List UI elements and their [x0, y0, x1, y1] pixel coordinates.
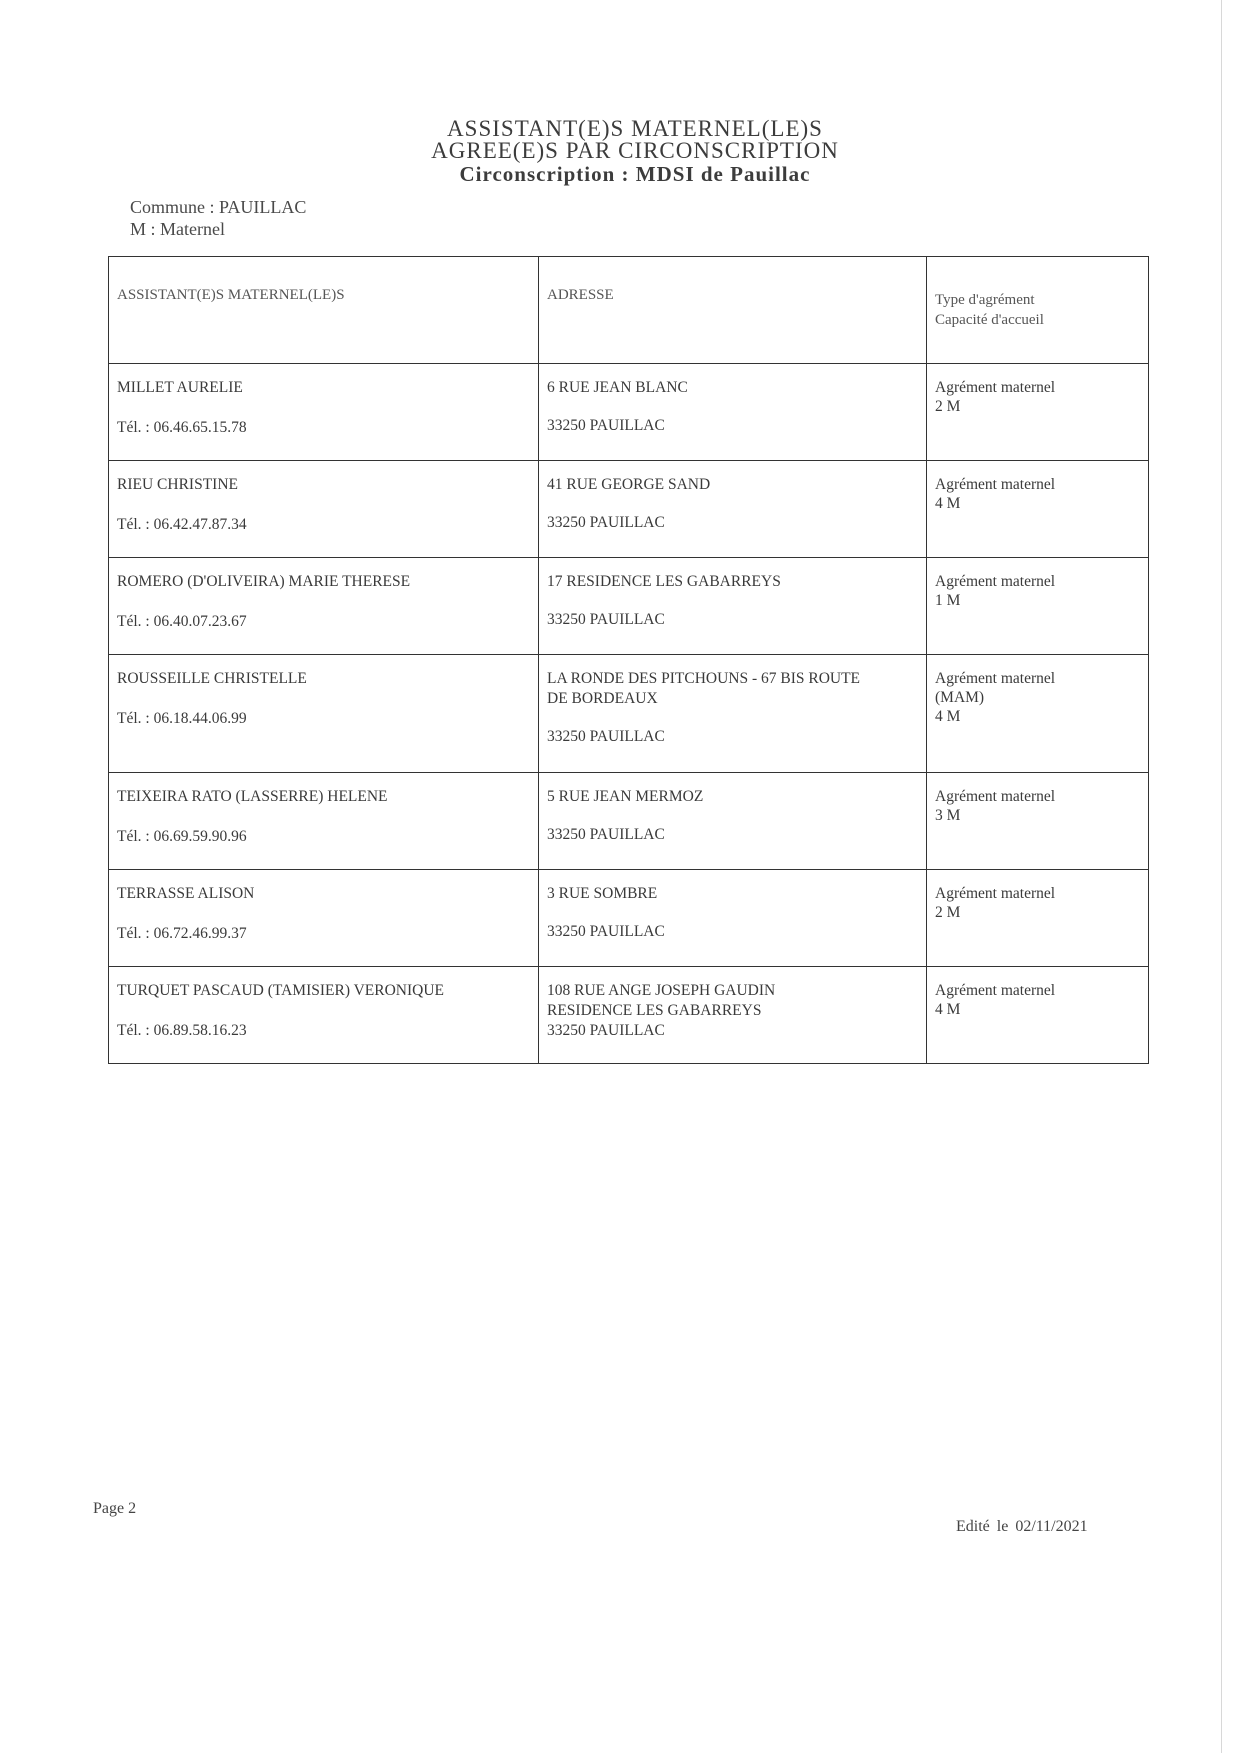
agrement-line: 4 M	[935, 495, 961, 512]
cell-address	[539, 870, 927, 967]
assistant-name: RIEU CHRISTINE	[117, 476, 238, 493]
address-city: 33250 PAUILLAC	[547, 923, 665, 940]
assistant-phone: Tél. : 06.40.07.23.67	[117, 613, 247, 630]
document-meta	[130, 196, 306, 240]
header-line-2: AGREE(E)S PAR CIRCONSCRIPTION	[431, 138, 839, 163]
assistant-phone: Tél. : 06.72.46.99.37	[117, 925, 247, 942]
agrement-line: Agrément maternel	[935, 788, 1056, 805]
document-header	[0, 118, 1240, 186]
cell-address	[539, 461, 927, 558]
cell-agrement	[927, 870, 1149, 967]
agrement-line: 4 M	[935, 708, 961, 725]
table-row	[109, 655, 1149, 773]
address-city: 33250 PAUILLAC	[547, 728, 665, 745]
cell-agrement	[927, 558, 1149, 655]
assistant-phone: Tél. : 06.18.44.06.99	[117, 710, 247, 727]
assistant-phone: Tél. : 06.69.59.90.96	[117, 828, 247, 845]
cell-assistant	[109, 655, 539, 773]
edited-date: Edité le 02/11/2021	[956, 1518, 1088, 1535]
assistant-phone: Tél. : 06.46.65.15.78	[117, 419, 247, 436]
table-header-row	[109, 257, 1149, 364]
header-capacity-label: Capacité d'accueil	[935, 312, 1044, 328]
cell-address	[539, 364, 927, 461]
address-city: 33250 PAUILLAC	[547, 514, 665, 531]
address-line: 3 RUE SOMBRE	[547, 885, 658, 902]
header-address: ADRESSE	[539, 257, 927, 364]
table-row	[109, 558, 1149, 655]
header-name: ASSISTANT(E)S MATERNEL(LE)S	[109, 257, 539, 364]
table-row	[109, 870, 1149, 967]
cell-agrement	[927, 461, 1149, 558]
cell-assistant	[109, 967, 539, 1064]
legend-label: M : Maternel	[130, 219, 225, 239]
cell-address	[539, 967, 927, 1064]
header-line-1: ASSISTANT(E)S MATERNEL(LE)S	[447, 116, 823, 141]
agrement-line: 2 M	[935, 904, 961, 921]
address-line: 33250 PAUILLAC	[547, 1022, 665, 1039]
cell-address	[539, 655, 927, 773]
address-line: 5 RUE JEAN MERMOZ	[547, 788, 704, 805]
agrement-line: Agrément maternel	[935, 982, 1056, 999]
assistant-phone: Tél. : 06.42.47.87.34	[117, 516, 247, 533]
assistant-name: ROMERO (D'OLIVEIRA) MARIE THERESE	[117, 573, 411, 590]
agrement-line: Agrément maternel	[935, 379, 1056, 396]
cell-assistant	[109, 773, 539, 870]
table-row	[109, 967, 1149, 1064]
address-city: 33250 PAUILLAC	[547, 417, 665, 434]
cell-assistant	[109, 558, 539, 655]
table-row	[109, 364, 1149, 461]
assistant-name: TURQUET PASCAUD (TAMISIER) VERONIQUE	[117, 982, 444, 999]
scan-edge-line	[1221, 0, 1222, 1753]
assistant-name: ROUSSEILLE CHRISTELLE	[117, 670, 307, 687]
address-line: RESIDENCE LES GABARREYS	[547, 1002, 762, 1019]
cell-address	[539, 773, 927, 870]
agrement-line: Agrément maternel	[935, 670, 1056, 687]
address-city: 33250 PAUILLAC	[547, 611, 665, 628]
page-number: Page 2	[93, 1500, 137, 1517]
cell-assistant	[109, 870, 539, 967]
assistant-name: TERRASSE ALISON	[117, 885, 255, 902]
agrement-line: 4 M	[935, 1001, 961, 1018]
address-line: DE BORDEAUX	[547, 690, 658, 707]
agrement-line: 1 M	[935, 592, 961, 609]
agrement-line: Agrément maternel	[935, 476, 1056, 493]
agrement-line: 2 M	[935, 398, 961, 415]
cell-assistant	[109, 364, 539, 461]
header-type-label: Type d'agrément	[935, 292, 1035, 308]
table-body	[109, 364, 1149, 1064]
table-row	[109, 773, 1149, 870]
commune-label: Commune : PAUILLAC	[130, 197, 307, 217]
address-line: 17 RESIDENCE LES GABARREYS	[547, 573, 781, 590]
agrement-line: Agrément maternel	[935, 573, 1056, 590]
assistant-name: MILLET AURELIE	[117, 379, 243, 396]
address-line: 41 RUE GEORGE SAND	[547, 476, 711, 493]
cell-agrement	[927, 655, 1149, 773]
address-line: 108 RUE ANGE JOSEPH GAUDIN	[547, 982, 776, 999]
agrement-line: Agrément maternel	[935, 885, 1056, 902]
assistant-name: TEIXEIRA RATO (LASSERRE) HELENE	[117, 788, 388, 805]
cell-agrement	[927, 773, 1149, 870]
assistants-table	[108, 256, 1149, 1064]
agrement-line: 3 M	[935, 807, 961, 824]
cell-assistant	[109, 461, 539, 558]
header-line-3: Circonscription : MDSI de Pauillac	[459, 162, 811, 186]
cell-address	[539, 558, 927, 655]
address-line: 6 RUE JEAN BLANC	[547, 379, 688, 396]
address-line: LA RONDE DES PITCHOUNS - 67 BIS ROUTE	[547, 670, 861, 687]
cell-agrement	[927, 364, 1149, 461]
header-type	[927, 257, 1149, 364]
address-city: 33250 PAUILLAC	[547, 826, 665, 843]
assistant-phone: Tél. : 06.89.58.16.23	[117, 1022, 247, 1039]
cell-agrement	[927, 967, 1149, 1064]
table-row	[109, 461, 1149, 558]
agrement-line: (MAM)	[935, 689, 985, 706]
